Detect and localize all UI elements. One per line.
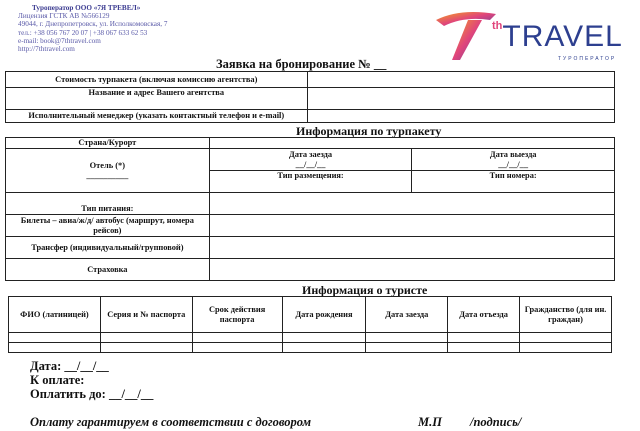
col-birthdate: Дата рождения: [282, 297, 366, 333]
company-name: Туроператор ООО «7Я ТРЕВЕЛ»: [32, 4, 141, 12]
checkout-label: Дата выезда: [489, 149, 537, 159]
checkin-blank: __/__/__: [295, 159, 326, 169]
meal-label: Тип питания:: [6, 193, 210, 215]
col-passport-expiry: Срок действия паспорта: [192, 297, 282, 333]
checkout-blank: __/__/__: [498, 159, 529, 169]
agency-name-value[interactable]: [307, 88, 614, 110]
footer-date: Дата: __/__/__: [30, 359, 109, 373]
transfer-label: Трансфер (индивидуальный/групповой): [6, 237, 210, 259]
col-citizenship: Гражданство (для ин. граждан): [520, 297, 612, 333]
package-title: Информация по турпакету: [296, 124, 442, 138]
footer-guarantee: Оплату гарантируем в соответствии с договором: [30, 415, 312, 429]
license-text: Лицензия ГСТК АВ №566129: [18, 12, 110, 21]
table-row: [9, 343, 612, 353]
hotel-blank: __________: [86, 170, 129, 180]
insurance-label: Страховка: [6, 259, 210, 281]
hotel-label-text: Отель (*): [89, 160, 126, 170]
col-checkout: Дата отъезда: [448, 297, 520, 333]
agency-cost-label: Стоимость турпакета (включая комиссию агентства): [6, 72, 308, 88]
company-header: [18, 4, 278, 53]
meal-value[interactable]: [209, 193, 614, 215]
agency-table: [5, 71, 615, 123]
logo-swoosh-icon: [430, 6, 503, 62]
agency-manager-label: Исполнительный менеджер (указать контактный телефон и e-mail): [6, 110, 308, 123]
tourist-table: [8, 296, 612, 353]
tourist-title: Информация о туристе: [302, 283, 428, 297]
checkin-label: Дата заезда: [288, 149, 333, 159]
room-placement-label[interactable]: Тип размещения:: [209, 171, 412, 193]
address-text: 49044, г. Днепропетровск, ул. Исполкомовская, 7: [18, 20, 168, 29]
agency-cost-value[interactable]: [307, 72, 614, 88]
site-text: http://7thtravel.com: [18, 45, 75, 54]
phones-text: тел.: +38 056 767 20 07 | +38 067 633 62 53: [18, 28, 148, 37]
logo-word: TRAVEL: [502, 20, 623, 53]
footer-to-pay: К оплате:: [30, 373, 85, 387]
col-checkin: Дата заезда: [366, 297, 448, 333]
col-fio: ФИО (латиницей): [9, 297, 101, 333]
package-table: [5, 137, 615, 281]
footer-pay-by: Оплатить до: __/__/__: [30, 387, 154, 401]
insurance-value[interactable]: [209, 259, 614, 281]
footer-signature: /подпись/: [470, 415, 522, 429]
col-passport: Серия и № паспорта: [100, 297, 192, 333]
hotel-label: [6, 149, 210, 193]
email-text: e-mail: book@7thtravel.com: [18, 36, 101, 45]
room-type-label[interactable]: Тип номера:: [412, 171, 615, 193]
logo-tagline: ТУРОПЕРАТОР: [558, 56, 617, 62]
country-label: Страна/Курорт: [6, 138, 210, 149]
table-row: [9, 333, 612, 343]
tickets-label: Билеты – авиа/ж/д/ автобус (маршрут, номера рейсов): [6, 215, 210, 237]
country-value[interactable]: [209, 138, 614, 149]
agency-name-label: Название и адрес Вашего агентства: [6, 88, 308, 110]
form-title: Заявка на бронирование № __: [216, 57, 387, 71]
transfer-value[interactable]: [209, 237, 614, 259]
company-logo: [430, 6, 635, 64]
checkout-cell[interactable]: [412, 149, 615, 171]
tickets-value[interactable]: [209, 215, 614, 237]
checkin-cell[interactable]: [209, 149, 412, 171]
logo-prefix: th: [492, 20, 503, 32]
agency-manager-value[interactable]: [307, 110, 614, 123]
footer-stamp: М.П: [418, 415, 442, 429]
